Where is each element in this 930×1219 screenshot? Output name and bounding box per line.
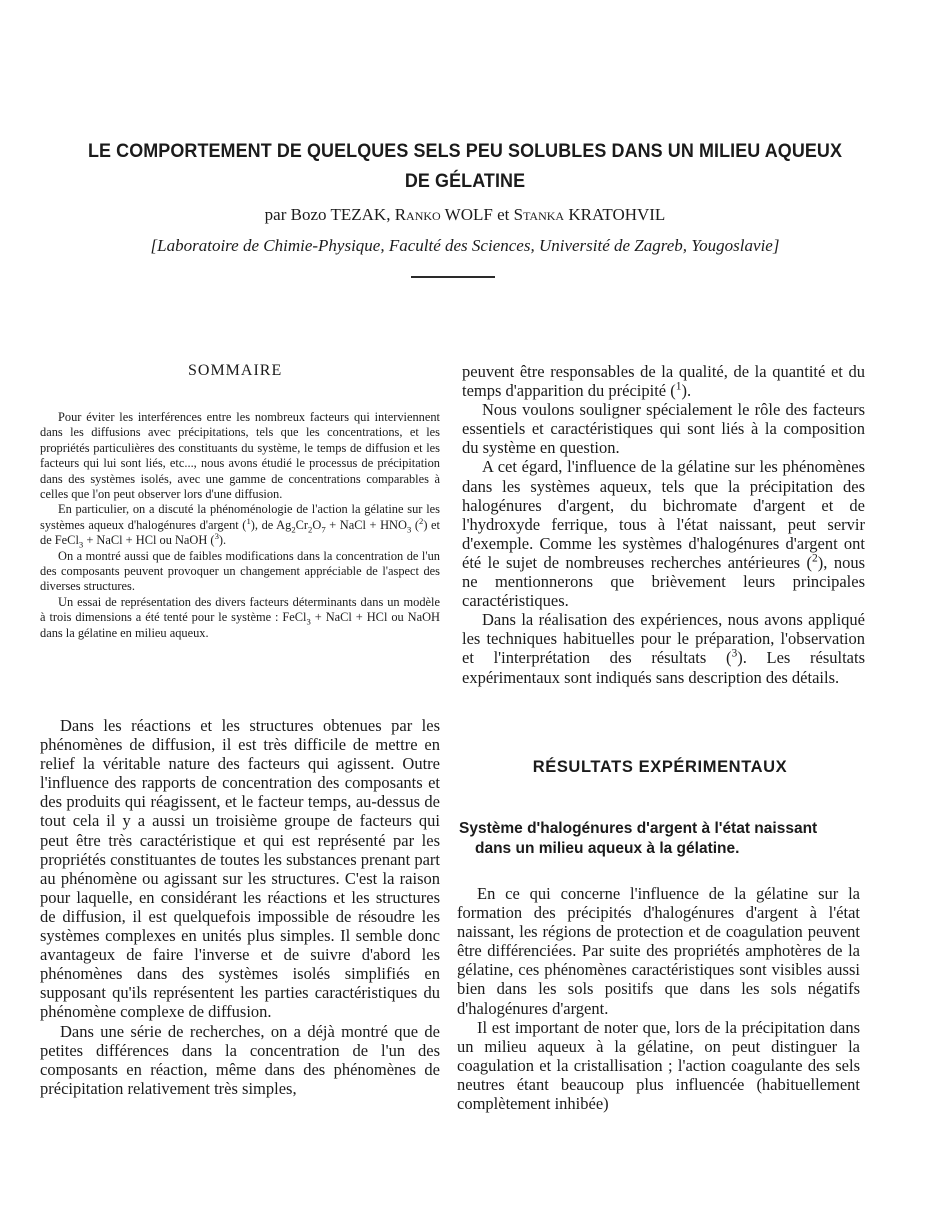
body-paragraph: Dans une série de recherches, on a déjà montré que de petites différences dans la concentration de l'un des composants en réaction, même dans des phénomènes de précipitation relativement très simples, bbox=[40, 1021, 440, 1098]
author-1-last-name: TEZAK bbox=[330, 205, 387, 224]
abstract-paragraph: Pour éviter les interférences entre les nombreux facteurs qui interviennent dans les diffusions avec précipitations, tels que les concentrations, et les propriétés particulières des constituants du système, le temps de diffusion et les facteurs qui lui sont liés, etc..., nous avons étudié le processus de précipitation dans des systèmes isolés, avec une gamme de concentrations comparables à celles que l'on peut observer lors d'une diffusion. bbox=[40, 410, 440, 502]
results-heading: RÉSULTATS EXPÉRIMENTAUX bbox=[532, 758, 788, 776]
results-subheading bbox=[459, 819, 869, 859]
left-column-body bbox=[40, 716, 440, 1098]
body-paragraph: Dans les réactions et les structures obtenues par les phénomènes de diffusion, il est très difficile de mettre en relief la véritable nature des facteurs qui agissent. Outre l'influence des rapports de concentration des composants et des produits qui réagissent, et le facteur temps, au-dessus de tout cela il y a aussi un troisième groupe de facteurs qui peut être très caractéristique et qui est représenté par les propriétés constituantes de toutes les substances prenant part au phénomène ou agissant sur les structures. C'est la raison pour laquelle, en considérant les réactions et les structures de diffusion, il est quelquefois impossible de résoudre les systèmes complexes en unités plus simples. Il semble donc avantageux de faire l'inverse et de suivre d'abord les phénomènes dans des systèmes isolés simplifiés en supposant qu'ils représentent les parties caractéristiques du phénomène complexe de diffusion. bbox=[40, 716, 441, 1022]
body-paragraph: Il est important de noter que, lors de la précipitation dans un milieu aqueux à la gélatine, on peut distinguer la coagulation et la cristallisation ; l'action coagulante des sels neutres étant beaucoup plus influencée (habituellement complètement inhibée) bbox=[457, 1017, 860, 1114]
body-paragraph: En ce qui concerne l'influence de la gélatine sur la formation des précipités d'halogénures d'argent à l'état naissant, les régions de protection et de coagulation peuvent être différenciées. Par suite des propriétés amphotères de la gélatine, ces phénomènes caractéristiques sont visibles aussi bien dans les sols positifs que dans les sols négatifs d'halogénures d'argent. bbox=[457, 884, 860, 1018]
author-line bbox=[0, 205, 930, 225]
affiliation: [Laboratoire de Chimie-Physique, Faculté des Sciences, Université de Zagreb, Yougoslavie] bbox=[150, 236, 780, 255]
abstract-paragraph: En particulier, on a discuté la phénoménologie de l'action la gélatine sur les systèmes aqueux d'halogénures d'argent ($^1$), de $Ag_2Cr_2O_7$ + NaCl + $HNO_3$ ($^2$) et de FeCl$_3$ + NaCl + HCl ou NaOH ($^3$). bbox=[40, 502, 440, 550]
author-prefix: par bbox=[264, 205, 291, 224]
article-title-line-2: DE GÉLATINE bbox=[404, 170, 526, 192]
abstract-paragraph: Un essai de représentation des divers facteurs déterminants dans un modèle à trois dimensions a été tenté pour le système : FeCl$_3$ + NaCl + HCl ou NaOH dans la gélatine en milieu aqueux. bbox=[40, 594, 441, 640]
author-2-first-name: Ranko bbox=[394, 205, 441, 224]
author-separator: , bbox=[386, 205, 395, 224]
body-paragraph: Nous voulons souligner spécialement le rôle des facteurs essentiels et caractéristiques qui sont liés à la composition du système en question. bbox=[462, 400, 865, 458]
abstract-paragraph: On a montré aussi que de faibles modifications dans la concentration de l'un des composants peuvent provoquer un changement appréciable de l'aspect des diverses structures. bbox=[40, 548, 440, 594]
body-paragraph: Dans la réalisation des expériences, nous avons appliqué les techniques habituelles pour le préparation, l'observation et l'interprétation des résultats ($^3$). Les résultats expérimentaux sont indiqués sans description des détails. bbox=[462, 610, 865, 687]
subheading-line-1: Système d'halogénures d'argent à l'état naissant bbox=[459, 820, 818, 837]
author-1-first-name: Bozo bbox=[290, 205, 327, 224]
author-3-first-name: Stanka bbox=[513, 205, 565, 224]
body-paragraph: peuvent être responsables de la qualité, de la quantité et du temps d'apparition du précipité ($^1$). bbox=[462, 362, 865, 401]
author-2-last-name: WOLF bbox=[444, 205, 493, 224]
body-paragraph: A cet égard, l'influence de la gélatine sur les phénomènes dans les systèmes aqueux, tels que la précipitation des halogénures d'argent, du bichromate d'argent et de l'hydroxyde ferrique, tous à l'état naissant, peut servir d'exemple. Comme les systèmes d'halogénures d'argent ont été le sujet de nombreuses recherches antérieures ($^2$), nous ne mentionnerons que brièvement leurs principales caractéristiques. bbox=[462, 457, 866, 611]
author-separator: et bbox=[492, 205, 514, 224]
sommaire-heading: SOMMAIRE bbox=[188, 362, 283, 379]
author-3-last-name: KRATOHVIL bbox=[568, 205, 666, 224]
right-column-body bbox=[462, 362, 865, 687]
sommaire-abstract bbox=[40, 410, 440, 641]
results-body bbox=[457, 884, 860, 1113]
article-title-line-1: LE COMPORTEMENT DE QUELQUES SELS PEU SOLUBLES DANS UN MILIEU AQUEUX bbox=[87, 140, 843, 162]
subheading-line-2: dans un milieu aqueux à la gélatine. bbox=[475, 840, 740, 857]
title-divider bbox=[411, 276, 495, 278]
